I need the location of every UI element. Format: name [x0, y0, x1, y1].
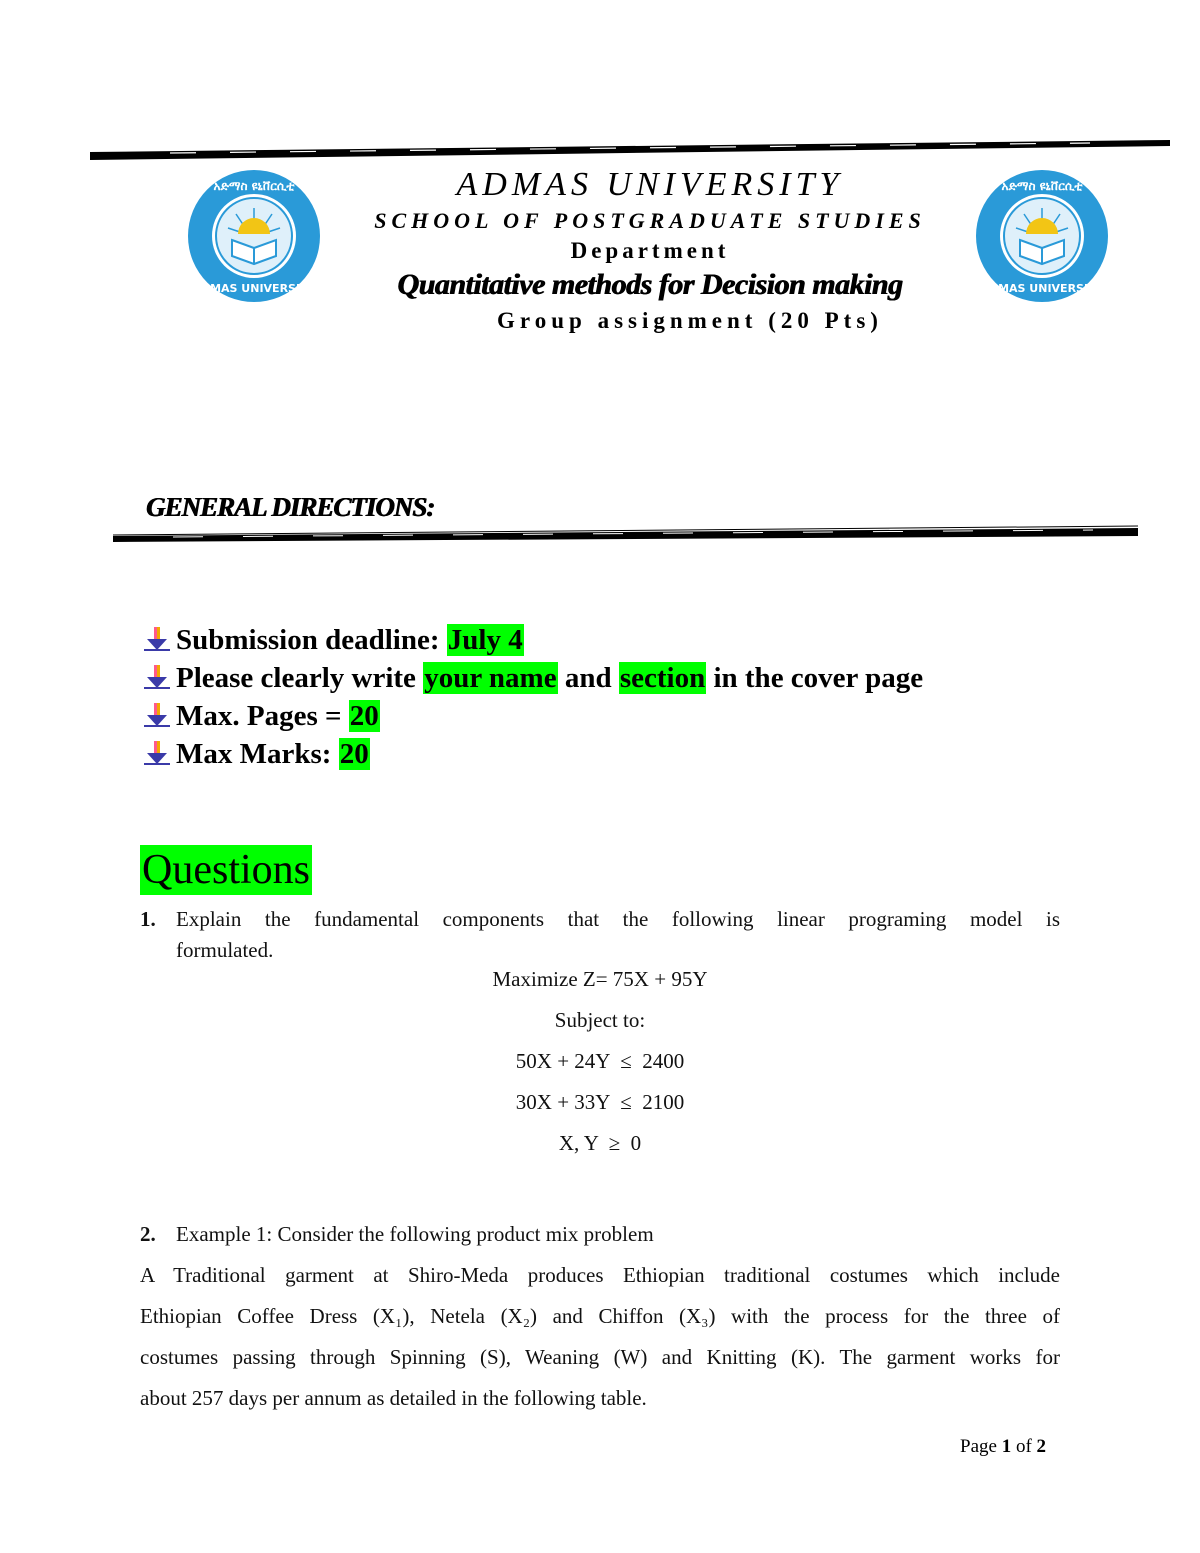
- svg-text:አድማስ ዩኒቨርሲቲ: አድማስ ዩኒቨርሲቲ: [213, 179, 295, 193]
- school-name: SCHOOL OF POSTGRADUATE STUDIES: [374, 208, 926, 233]
- direction-text: Max. Pages =: [176, 700, 349, 732]
- direction-text: Please clearly write: [176, 662, 424, 694]
- page-current: 1: [1001, 1436, 1012, 1457]
- question-2-line-3: costumes passing through Spinning (S), Weaning (W) and Knitting (K). The garment works for: [140, 1345, 1060, 1369]
- direction-item: [142, 735, 370, 773]
- direction-text-end: in the cover page: [706, 662, 924, 694]
- department-label: Department: [570, 238, 730, 263]
- direction-highlight: 20: [349, 700, 379, 732]
- direction-text: Max Marks:: [176, 738, 339, 770]
- university-name: ADMAS UNIVERSITY: [456, 166, 844, 203]
- page-label: Page: [960, 1436, 1002, 1457]
- general-directions-heading: GENERAL DIRECTIONS:: [146, 492, 435, 522]
- model-objective: Maximize Z= 75X + 95Y: [492, 967, 708, 991]
- direction-text-mid: and: [557, 662, 619, 694]
- direction-item: [142, 697, 380, 735]
- question-2-line-1: A Traditional garment at Shiro-Meda produces Ethiopian traditional costumes which include: [140, 1263, 1060, 1287]
- question-number: 1.: [140, 907, 156, 931]
- top-divider: [90, 140, 1170, 164]
- arrow-down-bullet-icon: [142, 664, 172, 690]
- question-2-line-4: about 257 days per annum as detailed in the following table.: [140, 1386, 647, 1410]
- directions-divider: [113, 524, 1138, 544]
- question-1-text: Explain the fundamental components that the following linear programing model is: [176, 907, 1060, 931]
- question-2-title: [140, 1214, 1060, 1255]
- direction-text: Submission deadline:: [176, 624, 447, 656]
- question-1: [140, 904, 1060, 966]
- direction-highlight: July 4: [447, 624, 523, 656]
- model-subject-to: Subject to:: [554, 1008, 646, 1032]
- model-constraint-2: 30X + 33Y ≤ 2100: [515, 1090, 685, 1114]
- arrow-down-bullet-icon: [142, 740, 172, 766]
- direction-item: [142, 621, 524, 659]
- question-2-line-2: Ethiopian Coffee Dress (X₁), Netela (X₂) and Chiffon (X₃) with the process for the three of: [140, 1304, 1060, 1328]
- model-constraint-1: 50X + 24Y ≤ 2400: [515, 1049, 685, 1073]
- direction-highlight: your name: [424, 662, 557, 694]
- svg-text:ADMAS UNIVERSITY: ADMAS UNIVERSITY: [980, 282, 1104, 295]
- course-title: Quantitative methods for Decision making: [397, 268, 903, 301]
- page-number: [960, 1436, 1046, 1458]
- question-1-line-2: formulated.: [176, 938, 274, 962]
- page-of: of: [1011, 1436, 1037, 1457]
- arrow-down-bullet-icon: [142, 626, 172, 652]
- page-total: 2: [1036, 1436, 1047, 1457]
- direction-item: [142, 659, 923, 697]
- direction-highlight: 20: [339, 738, 369, 770]
- direction-highlight-2: section: [619, 662, 706, 694]
- question-2-title-text: Example 1: Consider the following product mix problem: [176, 1222, 654, 1246]
- question-number: 2.: [140, 1222, 156, 1246]
- svg-text:አድማስ ዩኒቨርሲቲ: አድማስ ዩኒቨርሲቲ: [1001, 179, 1083, 193]
- model-nonnegativity: X, Y ≥ 0: [558, 1131, 642, 1155]
- svg-text:ADMAS UNIVERSITY: ADMAS UNIVERSITY: [192, 282, 316, 295]
- questions-heading: Questions: [142, 847, 310, 893]
- arrow-down-bullet-icon: [142, 702, 172, 728]
- question-1-line-1: [140, 904, 1060, 935]
- assignment-title: Group assignment (20 Pts): [497, 308, 883, 333]
